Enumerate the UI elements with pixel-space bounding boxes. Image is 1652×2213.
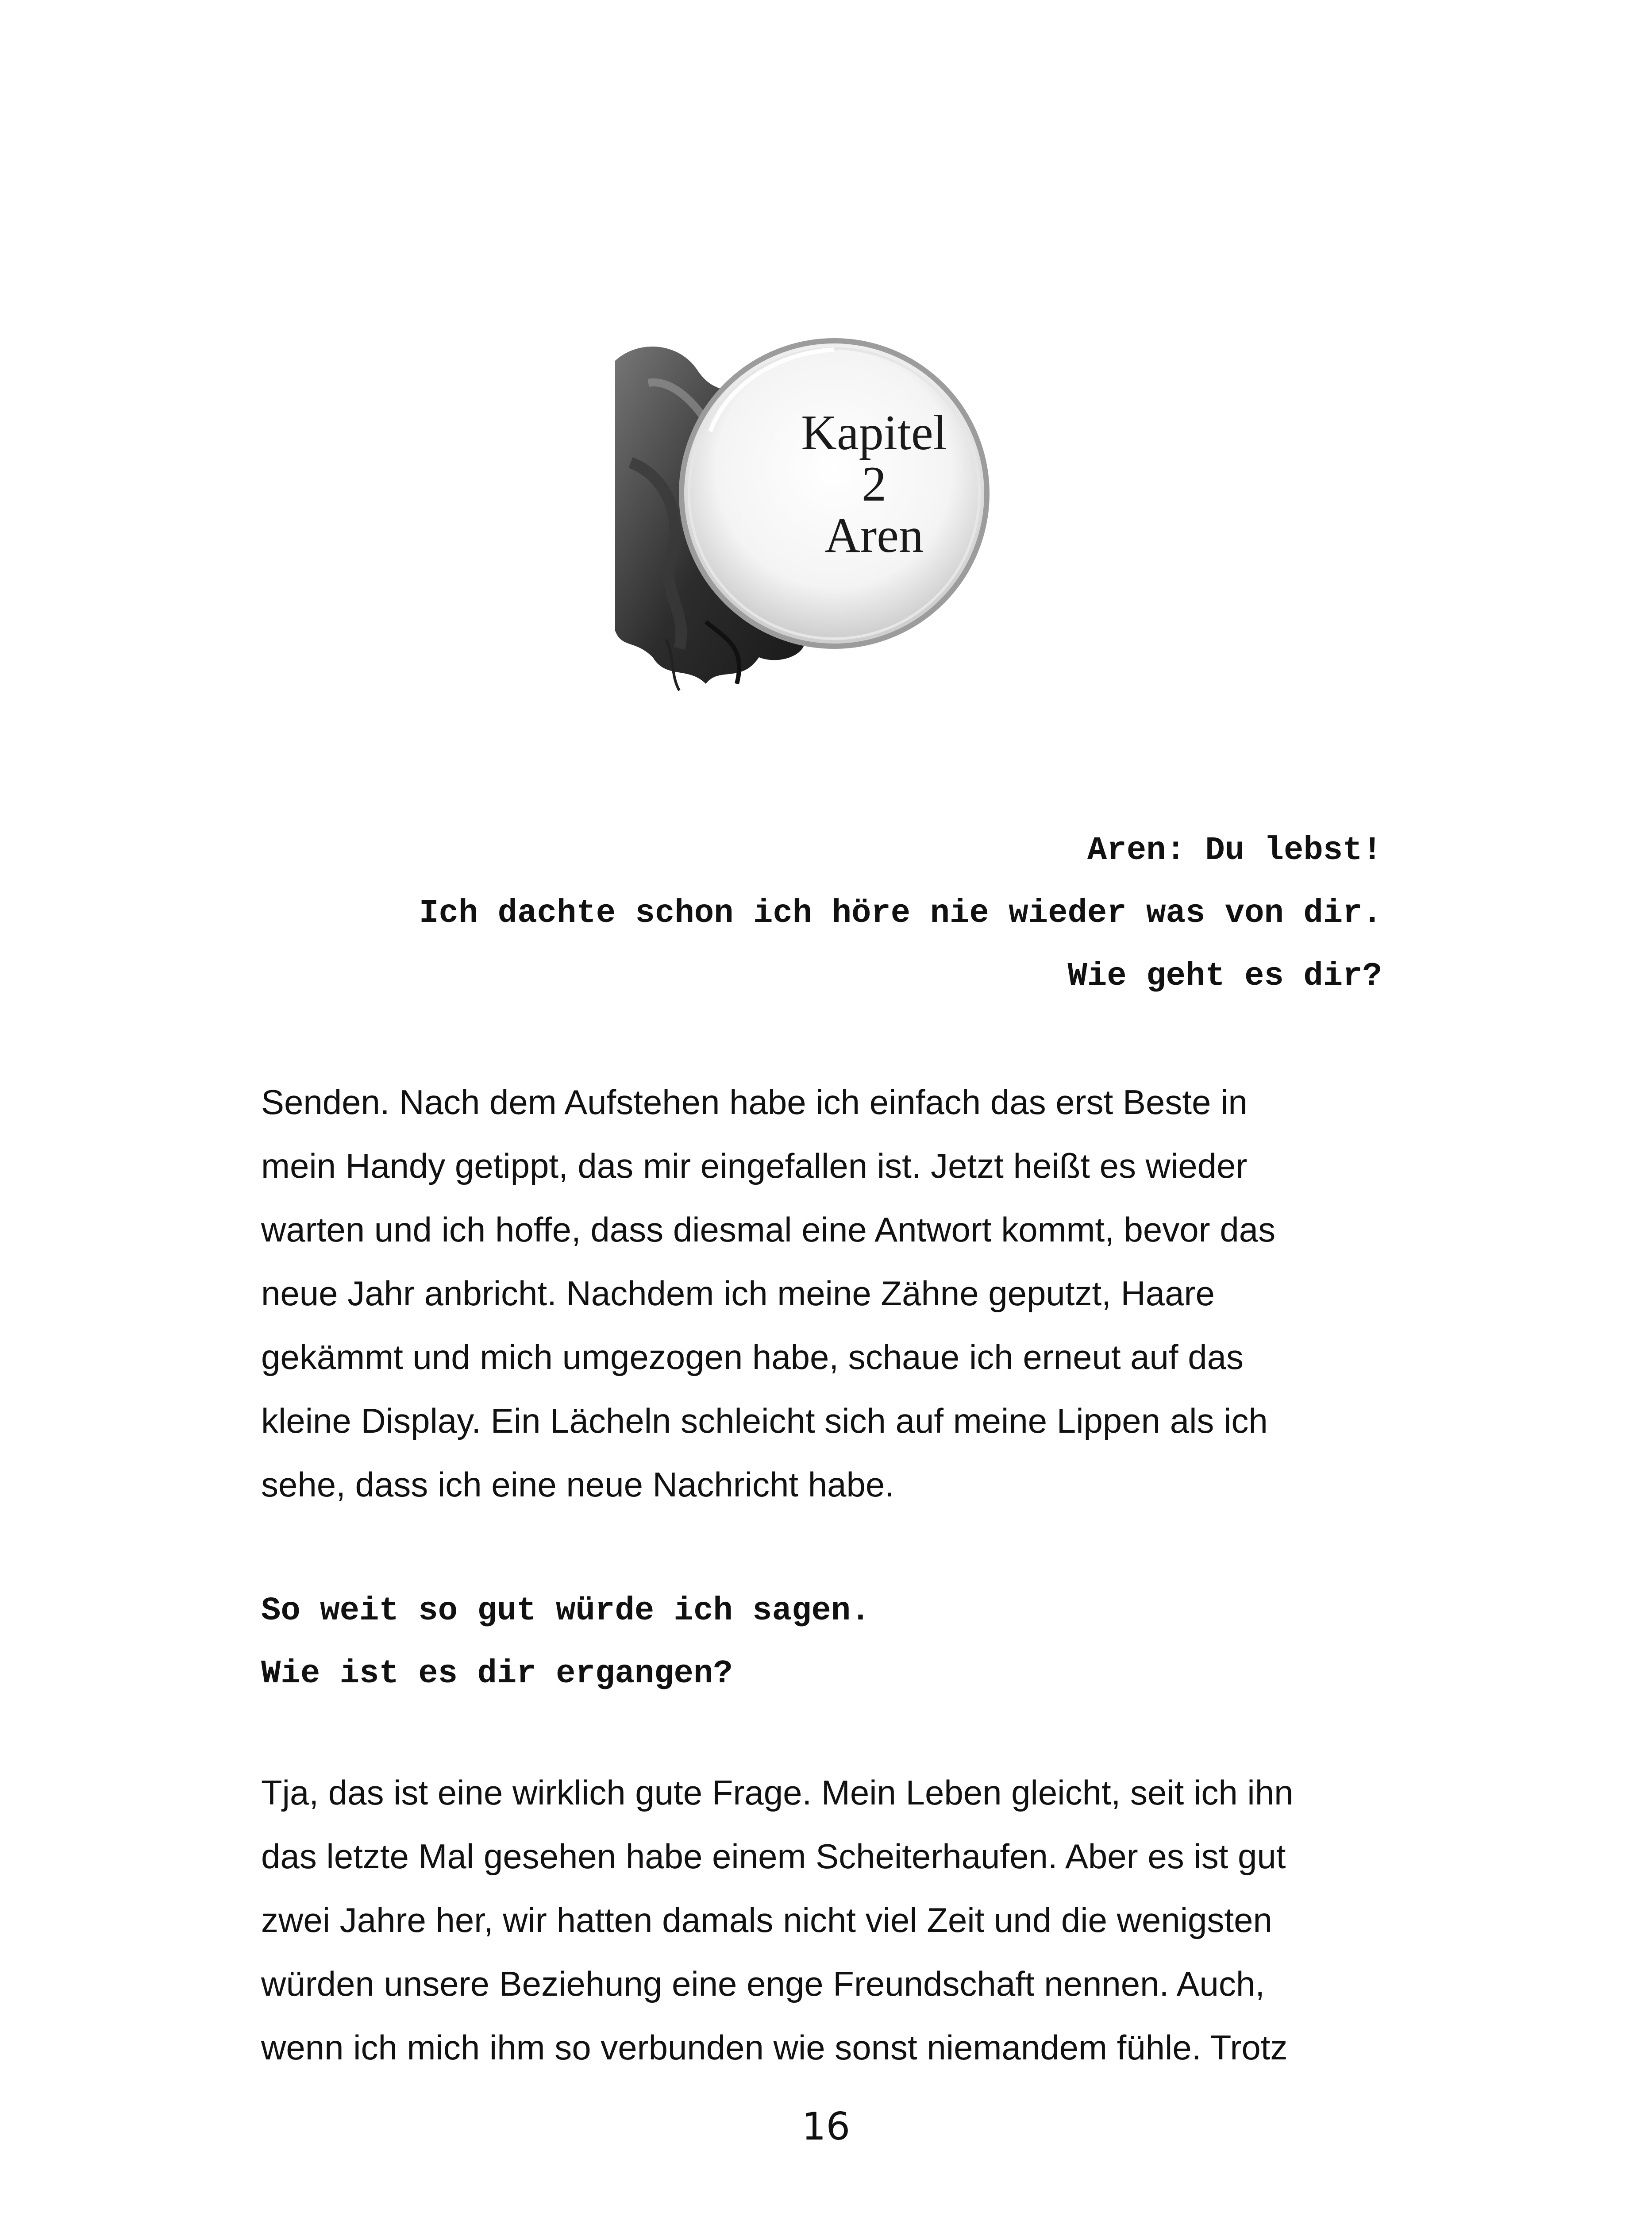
text-line: warten und ich hoffe, dass diesmal eine Antwort kommt, bevor das — [261, 1210, 1276, 1249]
text-line: zwei Jahre her, wir hatten damals nicht viel Zeit und die wenigsten — [261, 1901, 1272, 1939]
paragraph — [261, 1761, 1394, 2079]
paragraph — [261, 1070, 1394, 1516]
text-line: gekämmt und mich umgezogen habe, schaue ich erneut auf das — [261, 1338, 1244, 1376]
chapter-number: 2 — [862, 457, 886, 512]
received-message-line: So weit so gut würde ich sagen. — [261, 1592, 870, 1630]
sent-message-line: Aren: Du lebst! — [1087, 832, 1382, 869]
received-message-line: Wie ist es dir ergangen? — [261, 1655, 733, 1693]
text-line: neue Jahr anbricht. Nachdem ich meine Zähne geputzt, Haare — [261, 1274, 1215, 1313]
sent-message-line: Wie geht es dir? — [1067, 958, 1382, 995]
chapter-title: Aren — [824, 508, 924, 563]
chapter-emblem — [613, 330, 994, 697]
text-line: würden unsere Beziehung eine enge Freundschaft nennen. Auch, — [261, 1964, 1265, 2003]
page-number: 16 — [801, 2105, 851, 2149]
chapter-label: Kapitel — [801, 405, 947, 460]
sent-message-line: Ich dachte schon ich höre nie wieder was von dir. — [419, 895, 1382, 932]
text-line: Tja, das ist eine wirklich gute Frage. Mein Leben gleicht, seit ich ihn — [261, 1773, 1294, 1812]
text-line: das letzte Mal gesehen habe einem Scheiterhaufen. Aber es ist gut — [261, 1837, 1286, 1876]
text-line: Senden. Nach dem Aufstehen habe ich einfach das erst Beste in — [261, 1083, 1248, 1122]
chapter-heading — [763, 407, 985, 561]
text-line: mein Handy getippt, das mir eingefallen ist. Jetzt heißt es wieder — [261, 1146, 1248, 1185]
text-line: kleine Display. Ein Lächeln schleicht sich auf meine Lippen als ich — [261, 1401, 1268, 1440]
text-line: wenn ich mich ihm so verbunden wie sonst niemandem fühle. Trotz — [261, 2028, 1288, 2067]
text-line: sehe, dass ich eine neue Nachricht habe. — [261, 1465, 894, 1504]
